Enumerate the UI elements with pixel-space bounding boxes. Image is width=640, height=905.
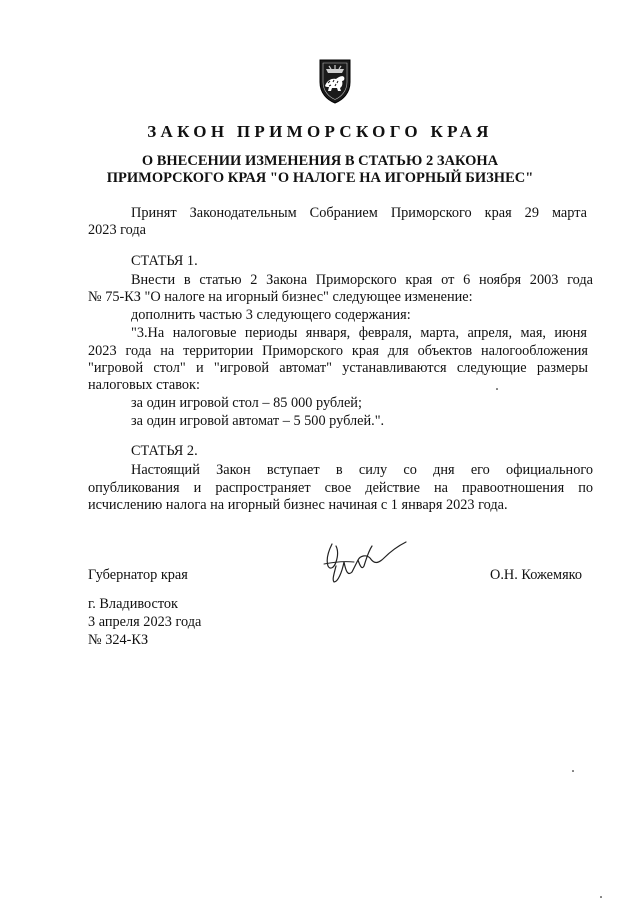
scan-artifact bbox=[572, 770, 574, 772]
scan-artifact bbox=[600, 896, 602, 898]
coat-of-arms-icon bbox=[316, 56, 354, 104]
signing-city: г. Владивосток bbox=[88, 596, 178, 612]
document-subtitle-line-1: О ВНЕСЕНИИ ИЗМЕНЕНИЯ В СТАТЬЮ 2 ЗАКОНА bbox=[141, 153, 499, 169]
article-1-amendment-line: "3.На налоговые периоды января, февраля, марта, апреля, мая, июня bbox=[131, 325, 587, 341]
article-1-amendment-line: 2023 года на территории Приморского края для объектов налогообложения bbox=[88, 343, 588, 359]
article-1-amendment-line: налоговых ставок: bbox=[88, 377, 200, 393]
article-1-line: Внести в статью 2 Закона Приморского края от 6 ноября 2003 года bbox=[131, 272, 593, 288]
scan-artifact bbox=[496, 388, 498, 390]
article-2-line: исчислению налога на игорный бизнес начиная с 1 января 2023 года. bbox=[88, 497, 508, 513]
adoption-statement-line-1: Принят Законодательным Собранием Приморского края 29 марта bbox=[131, 205, 587, 221]
signing-date: 3 апреля 2023 года bbox=[88, 614, 202, 630]
handwritten-signature bbox=[314, 536, 414, 586]
adoption-statement-line-2: 2023 года bbox=[88, 222, 147, 238]
governor-position: Губернатор края bbox=[88, 567, 188, 583]
article-1-heading: СТАТЬЯ 1. bbox=[131, 253, 198, 269]
document-subtitle-line-2: ПРИМОРСКОГО КРАЯ "О НАЛОГЕ НА ИГОРНЫЙ БИЗНЕС" bbox=[106, 170, 534, 186]
article-2-line: опубликования и распространяет свое действие на правоотношения по bbox=[88, 480, 593, 496]
tax-rate-table-line: за один игровой стол – 85 000 рублей; bbox=[131, 395, 362, 411]
article-1-line: № 75-КЗ "О налоге на игорный бизнес" следующее изменение: bbox=[88, 289, 473, 305]
tax-rate-machine-line: за один игровой автомат – 5 500 рублей.". bbox=[131, 413, 385, 429]
article-1-line: дополнить частью 3 следующего содержания: bbox=[131, 307, 411, 323]
governor-name: О.Н. Кожемяко bbox=[490, 567, 583, 583]
law-number: № 324-КЗ bbox=[88, 632, 149, 648]
article-2-heading: СТАТЬЯ 2. bbox=[131, 443, 198, 459]
article-1-amendment-line: "игровой стол" и "игровой автомат" устанавливаются следующие размеры bbox=[88, 360, 588, 376]
document-title: ЗАКОН ПРИМОРСКОГО КРАЯ bbox=[147, 122, 493, 141]
article-2-line: Настоящий Закон вступает в силу со дня его официального bbox=[131, 462, 593, 478]
